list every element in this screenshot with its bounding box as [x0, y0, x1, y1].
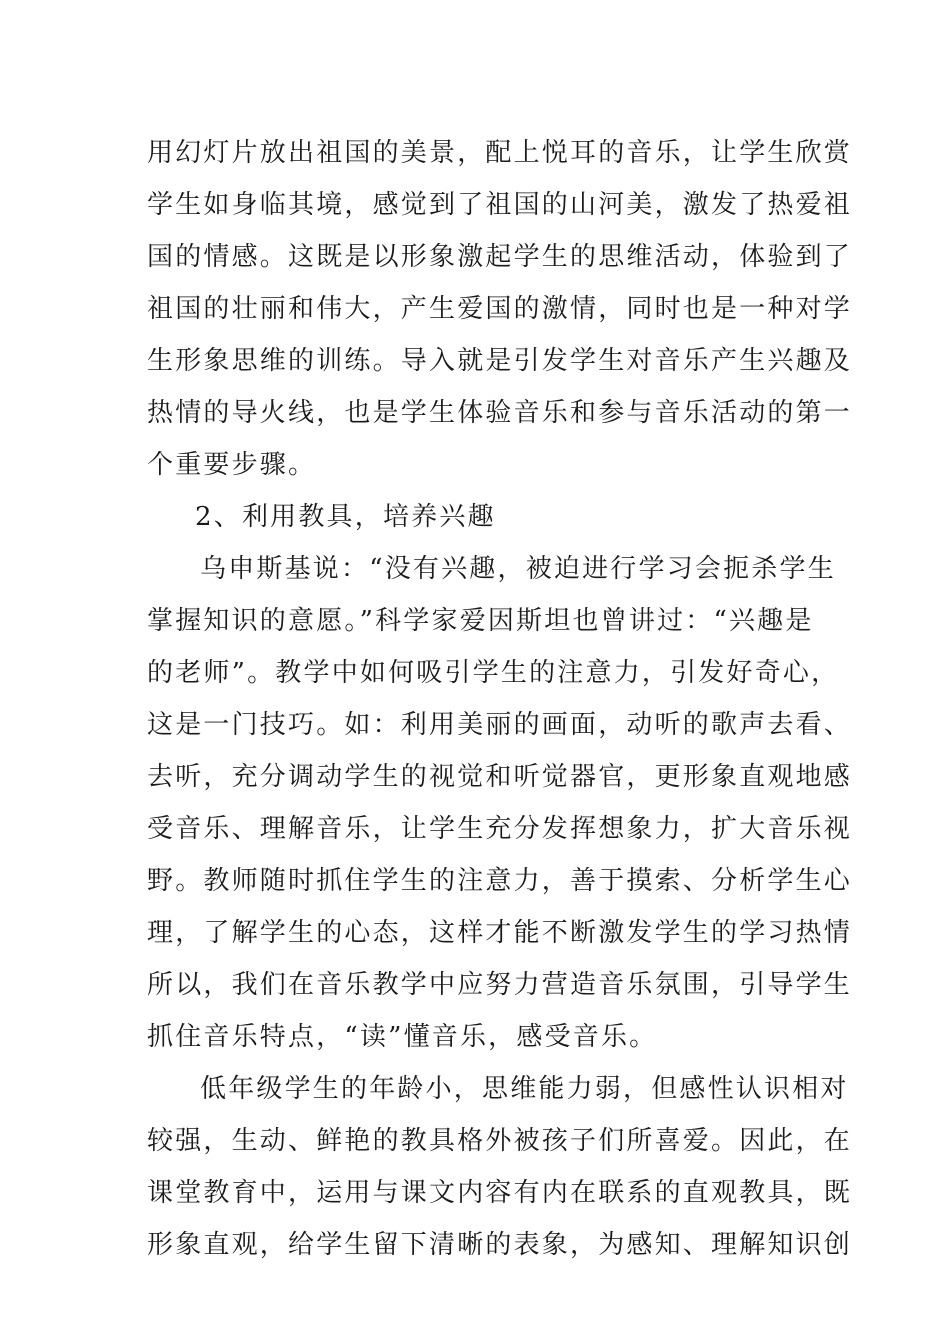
text-line: 的老师”。教学中如何吸引学生的注意力，引发好奇心， [147, 658, 840, 688]
text-line: 所以，我们在音乐教学中应努力营造音乐氛围，引导学生 [147, 970, 853, 1000]
text-line: 国的情感。这既是以形象激起学生的思维活动，体验到了 [147, 242, 853, 272]
text-line: 乌申斯基说：“没有兴趣，被迫进行学习会扼杀学生 [200, 554, 836, 584]
text-line: 掌握知识的意愿。”科学家爱因斯坦也曾讲过：“兴趣是 [147, 606, 814, 636]
text-line: 热情的导火线，也是学生体验音乐和参与音乐活动的第一 [147, 398, 853, 428]
text-line: 学生如身临其境，感觉到了祖国的山河美，激发了热爱祖 [147, 190, 853, 220]
text-line: 受音乐、理解音乐，让学生充分发挥想象力，扩大音乐视 [147, 814, 853, 844]
text-line: 这是一门技巧。如：利用美丽的画面，动听的歌声去看、 [147, 710, 853, 740]
section-heading: 2、利用教具，培养兴趣 [195, 502, 496, 532]
text-line: 个重要步骤。 [147, 450, 317, 480]
text-line: 野。教师随时抓住学生的注意力，善于摸索、分析学生心 [147, 866, 853, 896]
text-line: 生形象思维的训练。导入就是引发学生对音乐产生兴趣及 [147, 346, 853, 376]
text-line: 低年级学生的年龄小，思维能力弱，但感性认识相对 [200, 1074, 849, 1104]
text-line: 理，了解学生的心态，这样才能不断激发学生的学习热情 [147, 918, 853, 948]
text-line: 抓住音乐特点，“读”懂音乐，感受音乐。 [147, 1022, 658, 1052]
text-line: 用幻灯片放出祖国的美景，配上悦耳的音乐，让学生欣赏 [147, 138, 853, 168]
text-line: 课堂教育中，运用与课文内容有内在联系的直观教具，既 [147, 1178, 853, 1208]
text-line: 祖国的壮丽和伟大，产生爱国的激情，同时也是一种对学 [147, 294, 853, 324]
text-line: 去听，充分调动学生的视觉和听觉器官，更形象直观地感 [147, 762, 853, 792]
text-line: 较强，生动、鲜艳的教具格外被孩子们所喜爱。因此，在 [147, 1126, 853, 1156]
text-line: 形象直观，给学生留下清晰的表象，为感知、理解知识创 [147, 1230, 853, 1260]
